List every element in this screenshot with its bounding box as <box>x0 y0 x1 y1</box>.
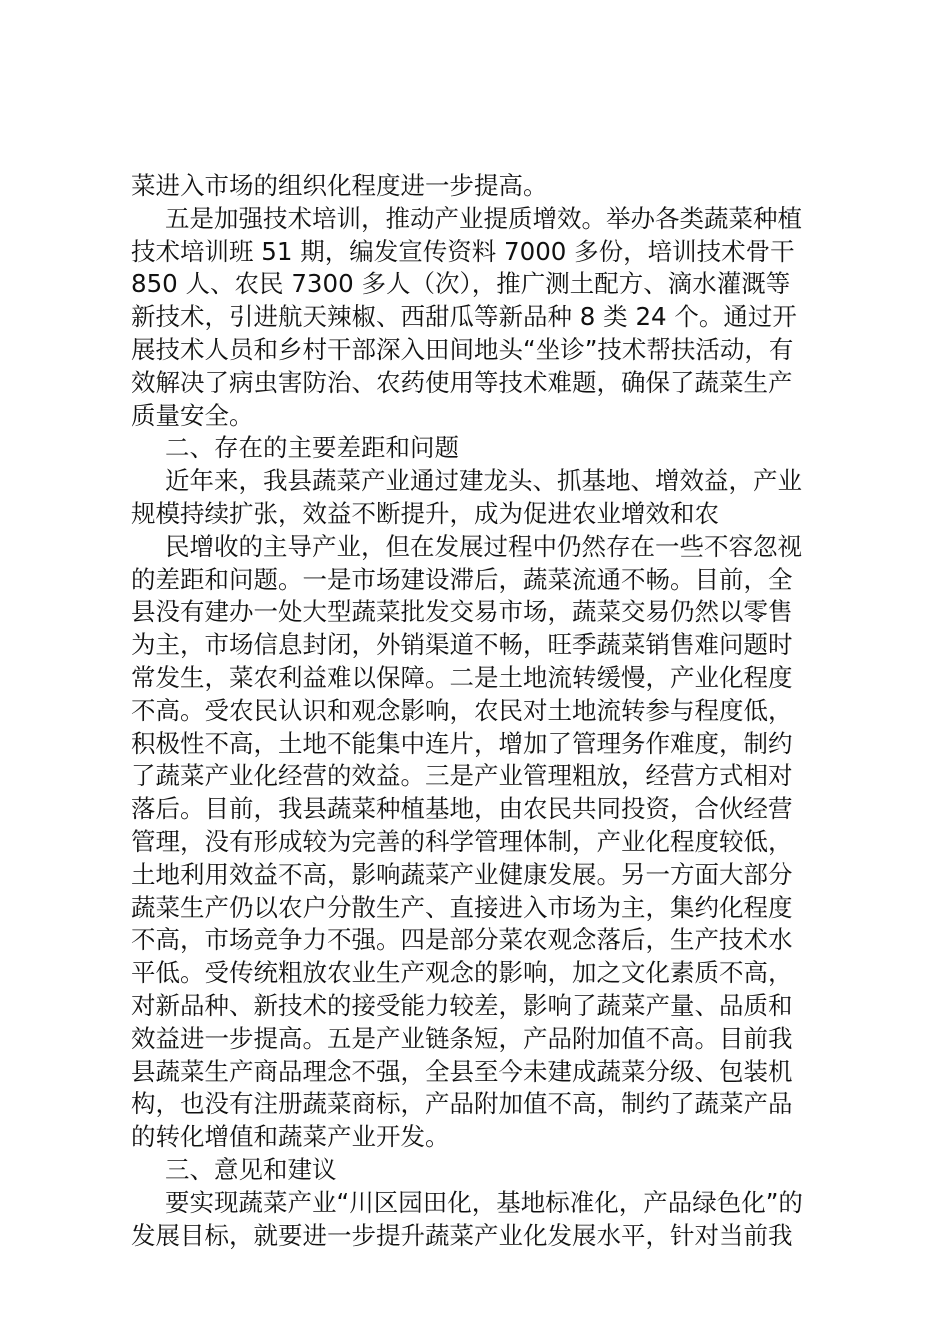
text-line: 新技术，引进航天辣椒、西甜瓜等新品种 8 类 24 个。通过开 <box>131 302 797 332</box>
text-line: 对新品种、新技术的接受能力较差，影响了蔬菜产量、品质和 <box>131 990 793 1020</box>
text-line: 850 人、农民 7300 多人（次），推广测土配方、滴水灌溉等 <box>131 269 791 299</box>
text-line: 土地利用效益不高，影响蔬菜产业健康发展。另一方面大部分 <box>131 859 793 889</box>
text-line: 县没有建办一处大型蔬菜批发交易市场，蔬菜交易仍然以零售 <box>131 597 793 627</box>
text-line: 积极性不高，土地不能集中连片，增加了管理务作难度，制约 <box>131 728 793 758</box>
text-line: 近年来，我县蔬菜产业通过建龙头、抓基地、增效益，产业 <box>165 466 802 496</box>
text-line: 的转化增值和蔬菜产业开发。 <box>131 1122 450 1152</box>
text-line: 不高。受农民认识和观念影响，农民对土地流转参与程度低， <box>131 695 793 725</box>
text-line: 构，也没有注册蔬菜商标，产品附加值不高，制约了蔬菜产品 <box>131 1089 793 1119</box>
text-line: 的差距和问题。一是市场建设滞后，蔬菜流通不畅。目前，全 <box>131 564 793 594</box>
text-line: 要实现蔬菜产业“川区园田化，基地标准化，产品绿色化”的 <box>165 1187 803 1217</box>
text-line: 规模持续扩张，效益不断提升，成为促进农业增效和农 <box>131 498 719 528</box>
text-line: 常发生，菜农利益难以保障。二是土地流转缓慢，产业化程度 <box>131 662 793 692</box>
text-line: 三、意见和建议 <box>165 1154 337 1184</box>
text-line: 了蔬菜产业化经营的效益。三是产业管理粗放，经营方式相对 <box>131 761 793 791</box>
text-line: 五是加强技术培训，推动产业提质增效。举办各类蔬菜种植 <box>165 203 802 233</box>
text-line: 为主，市场信息封闭，外销渠道不畅，旺季蔬菜销售难问题时 <box>131 630 793 660</box>
text-line: 蔬菜生产仍以农户分散生产、直接进入市场为主，集约化程度 <box>131 892 793 922</box>
text-line: 效解决了病虫害防治、农药使用等技术难题，确保了蔬菜生产 <box>131 367 793 397</box>
text-line: 质量安全。 <box>131 400 254 430</box>
text-line: 不高，市场竞争力不强。四是部分菜农观念落后，生产技术水 <box>131 925 793 955</box>
text-line: 民增收的主导产业，但在发展过程中仍然存在一些不容忽视 <box>165 531 802 561</box>
text-line: 平低。受传统粗放农业生产观念的影响，加之文化素质不高， <box>131 958 793 988</box>
text-line: 管理，没有形成较为完善的科学管理体制，产业化程度较低， <box>131 826 793 856</box>
text-line: 发展目标，就要进一步提升蔬菜产业化发展水平，针对当前我 <box>131 1220 793 1250</box>
text-line: 展技术人员和乡村干部深入田间地头“坐诊”技术帮扶活动，有 <box>131 334 794 364</box>
document-page <box>131 170 825 1252</box>
text-line: 县蔬菜生产商品理念不强，全县至今未建成蔬菜分级、包装机 <box>131 1056 793 1086</box>
text-line: 效益进一步提高。五是产业链条短，产品附加值不高。目前我 <box>131 1023 793 1053</box>
text-line: 菜进入市场的组织化程度进一步提高。 <box>131 171 548 200</box>
text-line: 二、存在的主要差距和问题 <box>165 433 459 463</box>
text-line: 技术培训班 51 期，编发宣传资料 7000 多份，培训技术骨干 <box>131 236 795 266</box>
text-line: 落后。目前，我县蔬菜种植基地，由农民共同投资，合伙经营 <box>131 794 793 824</box>
